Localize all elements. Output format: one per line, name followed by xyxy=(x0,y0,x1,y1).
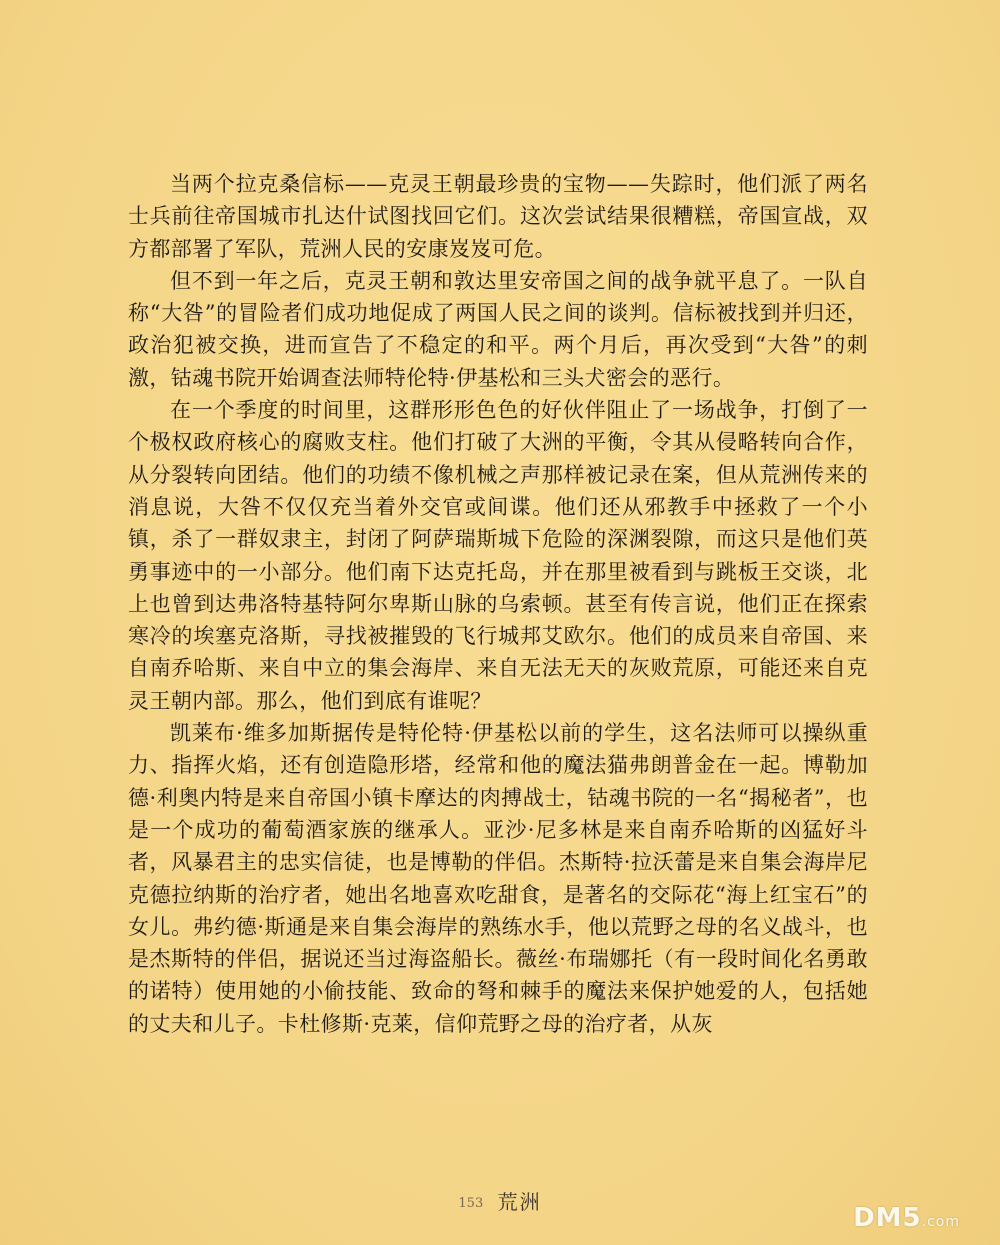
watermark-suffix: .com xyxy=(921,1214,960,1230)
paragraph: 凯莱布·维多加斯据传是特伦特·伊基松以前的学生，这名法师可以操纵重力、指挥火焰，还有创造隐形塔，经常和他的魔法猫弗朗普金在一起。博勒加德·利奥内特是来自帝国小镇卡摩达的肉搏战士，钴魂书院的一名“揭秘者”，也是一个成功的葡萄酒家族的继承人。亚沙·尼多林是来自南乔哈斯的凶猛好斗者，风暴君主的忠实信徒，也是博勒的伴侣。杰斯特·拉沃蕾是来自集会海岸尼克德拉纳斯的治疗者，她出名地喜欢吃甜食，是著名的交际花“海上红宝石”的女儿。弗约德·斯通是来自集会海岸的熟练水手，他以荒野之母的名义战斗，也是杰斯特的伴侣，据说还当过海盗船长。薇丝·布瑞娜托（有一段时间化名勇敢的诺特）使用她的小偷技能、致命的弩和棘手的魔法来保护她爱的人，包括她的丈夫和儿子。卡杜修斯·克莱，信仰荒野之母的治疗者，从灰 xyxy=(128,721,868,1036)
running-title: 荒洲 xyxy=(497,1190,542,1214)
page-footer xyxy=(0,1186,1000,1215)
paragraph: 但不到一年之后，克灵王朝和敦达里安帝国之间的战争就平息了。一队自称“大咎”的冒险者们成功地促成了两国人民之间的谈判。信标被找到并归还，政治犯被交换，进而宣告了不稳定的和平。两个月后，再次受到“大咎”的刺激，钴魂书院开始调查法师特伦特·伊基松和三头犬密会的恶行。 xyxy=(128,268,868,390)
site-watermark xyxy=(853,1203,960,1233)
page-number: 153 xyxy=(458,1196,484,1211)
watermark-brand: DM5 xyxy=(853,1203,922,1233)
paragraph: 在一个季度的时间里，这群形形色色的好伙伴阻止了一场战争，打倒了一个极权政府核心的腐败支柱。他们打破了大洲的平衡，令其从侵略转向合作，从分裂转向团结。他们的功绩不像机械之声那样被记录在案，但从荒洲传来的消息说，大咎不仅仅充当着外交官或间谍。他们还从邪教手中拯救了一个小镇，杀了一群奴隶主，封闭了阿萨瑞斯城下危险的深渊裂隙，而这只是他们英勇事迹中的一小部分。他们南下达克托岛，并在那里被看到与跳板王交谈，北上也曾到达弗洛特基特阿尔卑斯山脉的乌索顿。甚至有传言说，他们正在探索寒冷的埃塞克洛斯，寻找被摧毁的飞行城邦艾欧尔。他们的成员来自帝国、来自南乔哈斯、来自中立的集会海岸、来自无法无天的灰败荒原，可能还来自克灵王朝内部。那么，他们到底有谁呢？ xyxy=(128,398,868,713)
paragraph: 当两个拉克桑信标——克灵王朝最珍贵的宝物——失踪时，他们派了两名士兵前往帝国城市扎达什试图找回它们。这次尝试结果很糟糕，帝国宣战，双方都部署了军队，荒洲人民的安康岌岌可危。 xyxy=(128,172,868,261)
body-text xyxy=(128,168,868,1040)
